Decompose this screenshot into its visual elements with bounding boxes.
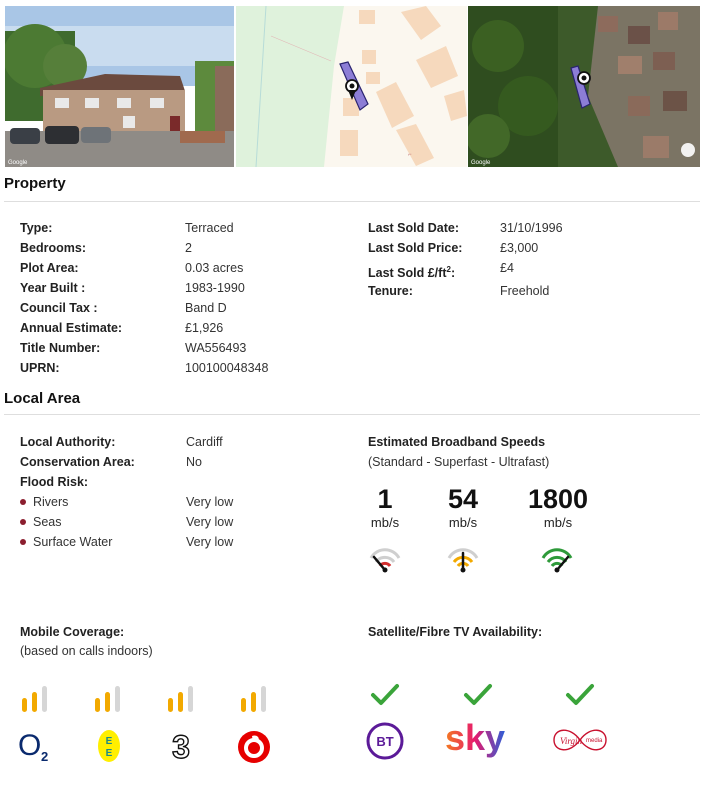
- last-sold-date-label: Last Sold Date:: [368, 221, 459, 235]
- local-authority-label: Local Authority:: [20, 435, 116, 449]
- bt-logo: [366, 722, 404, 765]
- bt-logo-text: BT: [376, 734, 394, 749]
- o2-logo-subscript: 2: [41, 749, 49, 764]
- o2-signal-bars-icon: [20, 684, 50, 719]
- broadband-subtitle: (Standard - Superfast - Ultrafast): [368, 455, 550, 469]
- vodafone-logo: [237, 730, 271, 769]
- o2-logo: [17, 727, 55, 770]
- three-logo: [166, 728, 196, 769]
- bedrooms-value: 2: [185, 241, 192, 255]
- mobile-coverage-title: Mobile Coverage:: [20, 625, 125, 639]
- title-number-label: Title Number:: [20, 341, 101, 355]
- flood-seas-value: Very low: [186, 515, 234, 529]
- last-sold-per-sqft-colon: :: [450, 266, 456, 281]
- svg-text:E: E: [105, 748, 113, 759]
- uprn-label: UPRN:: [20, 361, 60, 375]
- flood-risk-bullet: [20, 499, 26, 505]
- flood-risk-label: Flood Risk:: [20, 475, 89, 489]
- flood-surface-water-value: Very low: [186, 535, 234, 549]
- ee-logo: [94, 728, 124, 769]
- conservation-area-value: No: [186, 455, 202, 469]
- svg-text:Google: Google: [8, 160, 28, 166]
- ultrafast-speed-unit: mb/s: [543, 515, 573, 530]
- flood-rivers-label: Rivers: [33, 495, 69, 509]
- three-logo-letter: 3: [172, 729, 190, 764]
- flood-risk-bullet: [20, 539, 26, 545]
- street-view-photo[interactable]: [5, 6, 234, 167]
- type-label: Type:: [20, 221, 53, 235]
- svg-text:Google: Google: [471, 160, 491, 166]
- annual-estimate-value: £1,926: [185, 321, 224, 335]
- tv-availability-title: Satellite/Fibre TV Availability:: [368, 625, 543, 639]
- conservation-area-label: Conservation Area:: [20, 455, 135, 469]
- property-heading: Property: [4, 175, 66, 192]
- last-sold-per-sqft-value: £4: [500, 261, 514, 275]
- local-area-divider: [4, 414, 700, 415]
- last-sold-per-sqft-label: [368, 262, 455, 281]
- three-signal-bars-icon: [166, 684, 196, 719]
- bt-available-check-icon: [370, 683, 400, 712]
- year-built-label: Year Built :: [20, 281, 86, 295]
- superfast-speed-value: 54: [447, 484, 479, 514]
- local-authority-value: Cardiff: [186, 435, 223, 449]
- uprn-value: 100100048348: [185, 361, 269, 375]
- standard-speed-gauge-icon: [367, 544, 403, 579]
- superfast-speed-gauge-icon: [445, 544, 481, 579]
- svg-text:E: E: [105, 736, 113, 747]
- property-divider: [4, 201, 700, 202]
- sky-available-check-icon: [463, 683, 493, 712]
- vodafone-signal-bars-icon: [239, 684, 269, 719]
- year-built-value: 1983-1990: [185, 281, 245, 295]
- sky-logo: [444, 718, 510, 767]
- virgin-available-check-icon: [565, 683, 595, 712]
- flood-surface-water-label: Surface Water: [33, 535, 113, 549]
- tenure-label: Tenure:: [368, 284, 413, 298]
- virgin-logo-text: Virgin: [560, 736, 582, 746]
- last-sold-date-value: 31/10/1996: [500, 221, 563, 235]
- satellite-view[interactable]: [468, 6, 700, 167]
- flood-risk-bullet: [20, 519, 26, 525]
- media-logo-text: media: [586, 738, 603, 744]
- council-tax-label: Council Tax :: [20, 301, 98, 315]
- last-sold-per-sqft-text: Last Sold £/ft: [368, 266, 447, 281]
- tenure-value: Freehold: [500, 284, 550, 298]
- svg-text:⌐: ⌐: [408, 152, 412, 158]
- title-number-value: WA556493: [185, 341, 247, 355]
- bedrooms-label: Bedrooms:: [20, 241, 86, 255]
- plot-area-label: Plot Area:: [20, 261, 79, 275]
- type-value: Terraced: [185, 221, 234, 235]
- o2-logo-letter: O: [18, 729, 42, 762]
- plot-area-value: 0.03 acres: [185, 261, 244, 275]
- sqft-superscript: 2: [446, 265, 451, 274]
- council-tax-value: Band D: [185, 301, 227, 315]
- ultrafast-speed-value: 1800: [527, 484, 589, 514]
- mobile-coverage-subtitle: (based on calls indoors): [20, 644, 153, 658]
- broadband-title: Estimated Broadband Speeds: [368, 435, 546, 449]
- flood-seas-label: Seas: [33, 515, 62, 529]
- property-image-strip: [5, 6, 700, 167]
- ee-signal-bars-icon: [93, 684, 123, 719]
- flood-rivers-value: Very low: [186, 495, 234, 509]
- last-sold-price-value: £3,000: [500, 241, 539, 255]
- ultrafast-speed-gauge-icon: [539, 544, 575, 579]
- annual-estimate-label: Annual Estimate:: [20, 321, 123, 335]
- sky-logo-text: sky: [445, 718, 506, 758]
- standard-speed-unit: mb/s: [370, 515, 400, 530]
- virgin-media-logo: [550, 722, 610, 763]
- superfast-speed-unit: mb/s: [448, 515, 478, 530]
- standard-speed-value: 1: [377, 484, 393, 514]
- local-area-heading: Local Area: [4, 390, 81, 407]
- map-view[interactable]: [236, 6, 467, 167]
- last-sold-price-label: Last Sold Price:: [368, 241, 463, 255]
